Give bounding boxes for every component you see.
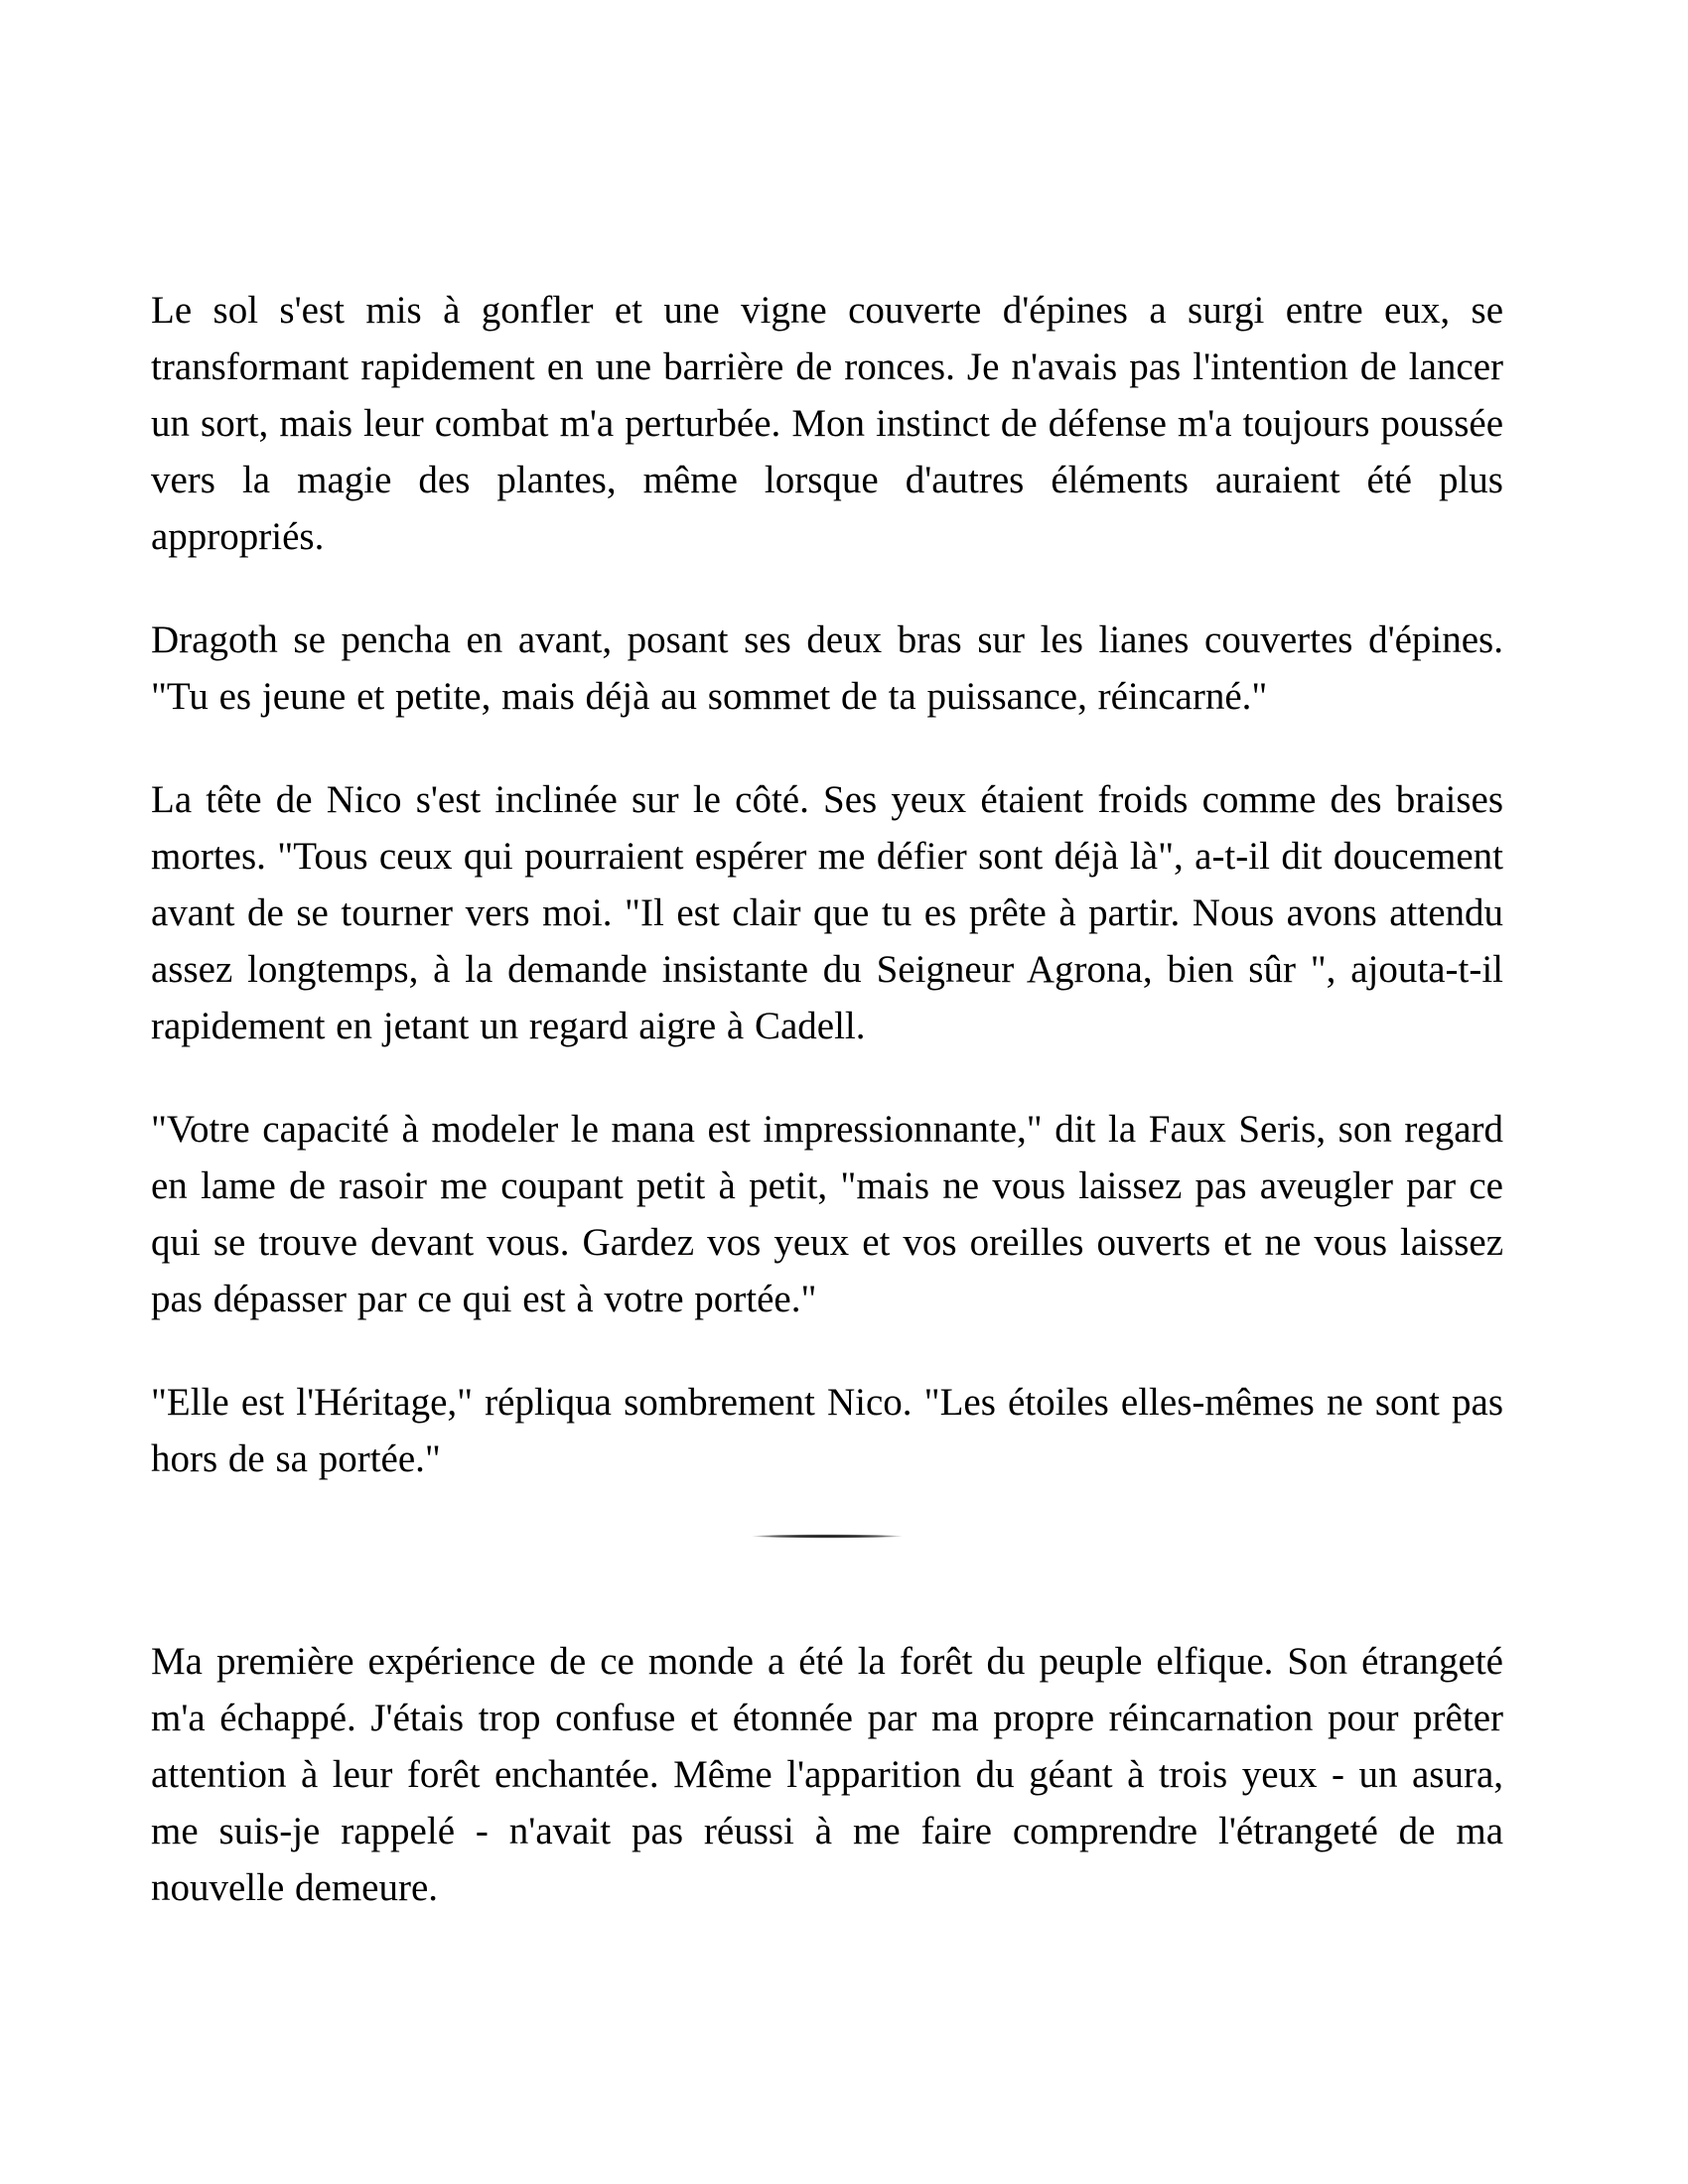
paragraph: "Votre capacité à modeler le mana est impressionnante," dit la Faux Seris, son regard en lame de rasoir me coupant petit à petit, "mais ne vous laissez pas aveugler par ce qui se trouve devant vous. Gardez vos yeux et vos oreilles ouverts et ne vous laissez pas dépasser par ce qui est à votre portée." (151, 1108, 1503, 1320)
paragraph: Le sol s'est mis à gonfler et une vigne couverte d'épines a surgi entre eux, se transformant rapidement en une barrière de ronces. Je n'avais pas l'intention de lancer un sort, mais leur combat m'a perturbée. Mon instinct de défense m'a toujours poussée vers la magie des plantes, même lorsque d'autres éléments auraient été plus appropriés. (151, 289, 1503, 558)
document-page (151, 282, 1503, 1963)
paragraph: La tête de Nico s'est inclinée sur le côté. Ses yeux étaient froids comme des braises mortes. "Tous ceux qui pourraient espérer me défier sont déjà là", a-t-il dit doucement avant de se tourner vers moi. "Il est clair que tu es prête à partir. Nous avons attendu assez longtemps, à la demande insistante du Seigneur Agrona, bien sûr ", ajouta-t-il rapidement en jetant un regard aigre à Cadell. (151, 778, 1503, 1047)
scene-break-divider (730, 1534, 924, 1539)
paragraph: Ma première expérience de ce monde a été la forêt du peuple elfique. Son étrangeté m'a échappé. J'étais trop confuse et étonnée par ma propre réincarnation pour prêter attention à leur forêt enchantée. Même l'apparition du géant à trois yeux - un asura, me suis-je rappelé - n'avait pas réussi à me faire comprendre l'étrangeté de ma nouvelle demeure. (151, 1640, 1503, 1909)
paragraph: Dragoth se pencha en avant, posant ses deux bras sur les lianes couvertes d'épines. "Tu es jeune et petite, mais déjà au sommet de ta puissance, réincarné." (151, 618, 1503, 718)
paragraph: "Elle est l'Héritage," répliqua sombrement Nico. "Les étoiles elles-mêmes ne sont pas hors de sa portée." (151, 1381, 1503, 1480)
